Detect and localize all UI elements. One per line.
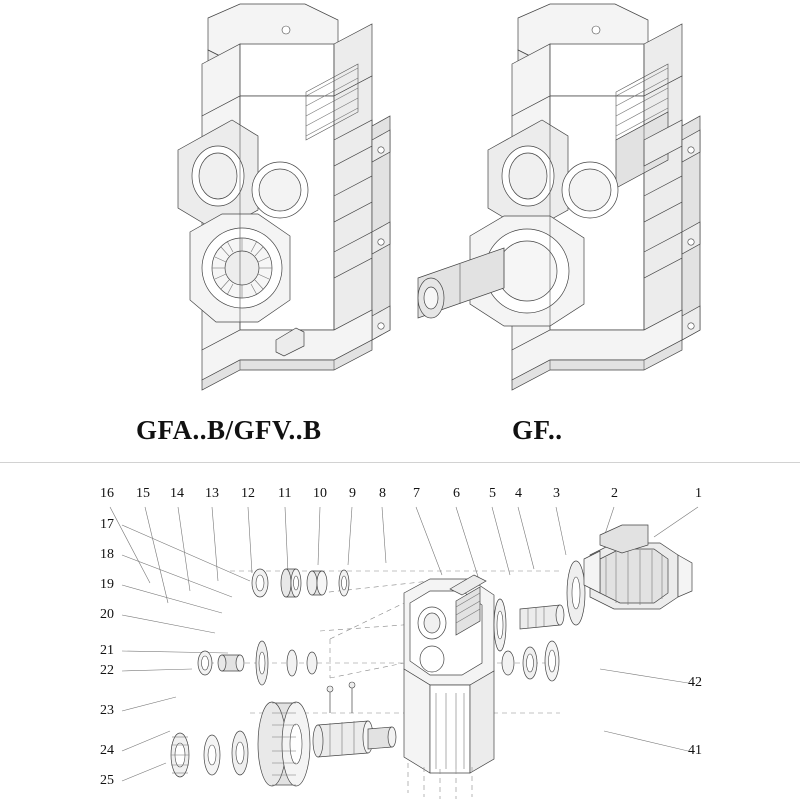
callout-41: 41: [688, 743, 702, 758]
callout-16: 16: [100, 486, 114, 501]
callout-15: 15: [136, 486, 150, 501]
callout-25: 25: [100, 773, 114, 788]
callout-42: 42: [688, 675, 702, 690]
callout-6: 6: [453, 486, 460, 501]
callout-22: 22: [100, 663, 114, 678]
callout-10: 10: [313, 486, 327, 501]
callout-3: 3: [553, 486, 560, 501]
gearbox-right-drawing: [400, 0, 710, 400]
caption-gf: GF..: [512, 415, 563, 445]
callout-20: 20: [100, 607, 114, 622]
callout-13: 13: [205, 486, 219, 501]
callout-23: 23: [100, 703, 114, 718]
callout-4: 4: [515, 486, 522, 501]
exploded-diagram: [0, 463, 800, 800]
gearbox-left-drawing: [90, 0, 400, 400]
callout-21: 21: [100, 643, 114, 658]
callout-1: 1: [695, 486, 702, 501]
callout-17: 17: [100, 517, 114, 532]
callout-24: 24: [100, 743, 114, 758]
callout-12: 12: [241, 486, 255, 501]
callout-2: 2: [611, 486, 618, 501]
callout-9: 9: [349, 486, 356, 501]
caption-gfab-gfvb: GFA..B/GFV..B: [136, 415, 322, 445]
exploded-view-section: [0, 463, 800, 800]
callout-14: 14: [170, 486, 184, 501]
callout-5: 5: [489, 486, 496, 501]
callout-18: 18: [100, 547, 114, 562]
callout-8: 8: [379, 486, 386, 501]
callout-11: 11: [278, 486, 292, 501]
callout-19: 19: [100, 577, 114, 592]
callout-7: 7: [413, 486, 420, 501]
